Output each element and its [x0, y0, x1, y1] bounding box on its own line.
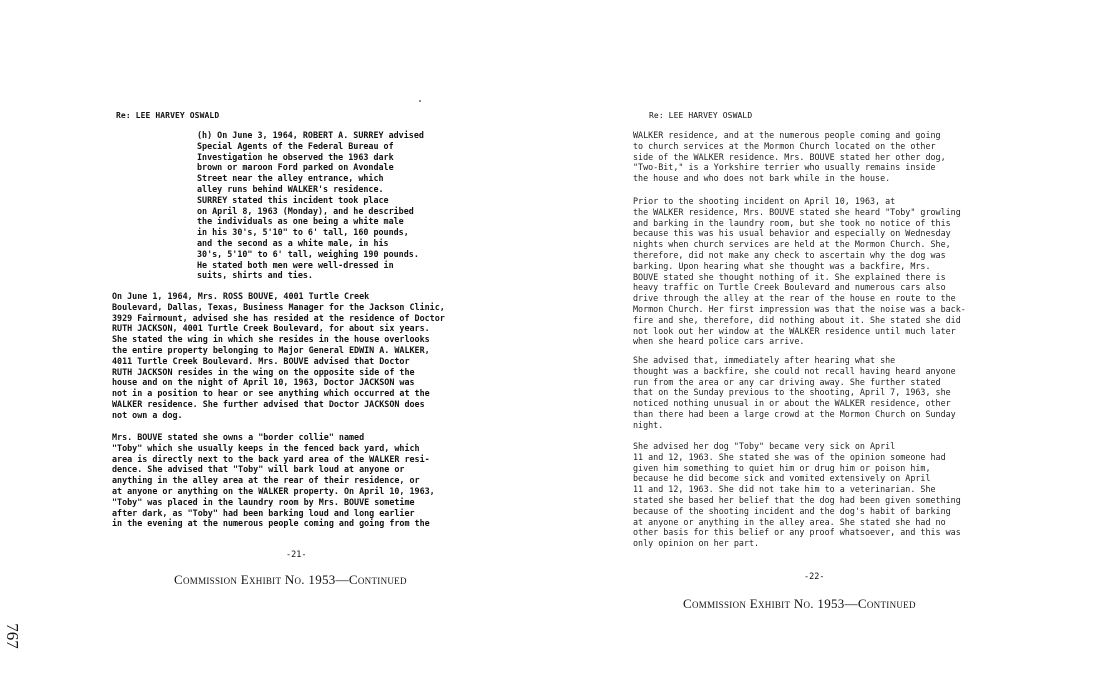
text-line: She advised that, immediately after hearing what she	[633, 355, 896, 365]
text-line: 4011 Turtle Creek Boulevard. Mrs. BOUVE advised that Doctor	[112, 355, 410, 366]
text-line: RUTH JACKSON resides in the wing on the opposite side of the	[112, 366, 415, 377]
text-line: WALKER residence. She further advised that Doctor JACKSON does	[112, 398, 425, 409]
text-line: fire and she, therefore, did nothing about it. She stated she did	[633, 314, 961, 325]
text-line: "Two-Bit," is a Yorkshire terrier who usually remains inside	[633, 162, 936, 173]
text-line: Mrs. BOUVE stated she owns a "border collie" named	[112, 432, 365, 442]
text-line: the WALKER residence, Mrs. BOUVE stated she heard "Toby" growling	[633, 206, 961, 217]
right-page	[547, 0, 1094, 691]
text-line: not in a position to hear or see anything which occurred at the	[112, 388, 430, 399]
text-line: therefore, did not make any check to ascertain why the dog was	[633, 249, 946, 260]
text-line: barking. Upon hearing what she thought was a backfire, Mrs.	[633, 260, 931, 271]
text-line: the entire property belonging to Major General EDWIN A. WALKER,	[112, 344, 430, 355]
re-line: Re: LEE HARVEY OSWALD	[649, 111, 753, 120]
text-line: Special Agents of the Federal Bureau of	[197, 140, 394, 151]
text-line: heavy traffic on Turtle Creek Boulevard and numerous cars also	[633, 282, 946, 293]
text-line: 30's, 5'10" to 6' tall, weighing 190 pounds.	[197, 248, 419, 259]
text-line: thought was a backfire, she could not recall having heard anyone	[633, 365, 956, 376]
text-line: run from the area or any car driving away. She further stated	[633, 376, 941, 387]
item-h-paragraph	[197, 130, 424, 281]
text-line: night.	[633, 419, 664, 430]
text-line: at anyone or anything on the WALKER property. On April 10, 1963,	[112, 485, 435, 496]
text-line: that on the Sunday previous to the shooting, April 7, 1963, she	[633, 387, 951, 398]
paragraph-toby-dog	[112, 432, 435, 529]
text-line: She advised her dog "Toby" became very sick on April	[633, 441, 896, 451]
text-line: "Toby" was placed in the laundry room by Mrs. BOUVE sometime	[112, 496, 415, 507]
text-line: WALKER residence, and at the numerous people coming and going	[633, 130, 941, 140]
text-line: noticed nothing unusual in or about the WALKER residence, other	[633, 398, 951, 409]
text-line: at anyone or anything in the alley area. She stated she had no	[633, 516, 946, 527]
text-line: He stated both men were well-dressed in	[197, 259, 394, 270]
text-line: She stated the wing in which she resides in the house overlooks	[112, 334, 430, 345]
text-line: side of the WALKER residence. Mrs. BOUVE stated her other dog,	[633, 151, 946, 162]
exhibit-caption: Commission Exhibit No. 1953—Continued	[683, 596, 916, 611]
paragraph-walker-residence	[633, 130, 946, 184]
margin-page-number: 767	[2, 623, 22, 649]
text-line: 3929 Fairmount, advised she has resided at the residence of Doctor	[112, 312, 445, 323]
text-line: Investigation he observed the 1963 dark	[197, 151, 394, 162]
text-line: not look out her window at the WALKER residence until much later	[633, 325, 956, 336]
text-line: alley runs behind WALKER's residence.	[197, 183, 384, 194]
text-line: On June 1, 1964, Mrs. ROSS BOUVE, 4001 Turtle Creek	[112, 291, 370, 301]
text-line: in his 30's, 5'10" to 6' tall, 160 pounds,	[197, 227, 409, 238]
text-line: the house and who does not bark while in the house.	[633, 173, 891, 184]
text-line: "Toby" which she usually keeps in the fenced back yard, which	[112, 442, 420, 453]
text-line: when she heard police cars arrive.	[633, 336, 805, 347]
text-line: house and on the night of April 10, 1963, Doctor JACKSON was	[112, 377, 415, 388]
text-line: after dark, as "Toby" had been barking loud and long earlier	[112, 507, 415, 518]
text-line: BOUVE stated she thought nothing of it. She explained there is	[633, 271, 946, 282]
text-line: brown or maroon Ford parked on Avondale	[197, 162, 394, 173]
text-line: SURREY stated this incident took place	[197, 194, 389, 205]
text-line: than there had been a large crowd at the Mormon Church on Sunday	[633, 408, 956, 419]
text-line: and barking in the laundry room, but she took no notice of this	[633, 217, 951, 228]
text-line: to church services at the Mormon Church located on the other	[633, 140, 936, 151]
text-line: because of the shooting incident and the dog's habit of barking	[633, 505, 951, 516]
text-line: anything in the alley area at the rear of their residence, or	[112, 475, 420, 486]
text-line: not own a dog.	[112, 409, 183, 420]
exhibit-caption: Commission Exhibit No. 1953—Continued	[174, 572, 407, 587]
text-line: Street near the alley entrance, which	[197, 173, 384, 184]
text-line: because this was his usual behavior and especially on Wednesday	[633, 228, 951, 239]
scan-speck	[419, 100, 421, 102]
text-line: and the second as a white male, in his	[197, 237, 389, 248]
text-line: given him something to quiet him or drug him or poison him,	[633, 462, 931, 473]
text-line: nights when church services are held at the Mormon Church. She,	[633, 239, 951, 250]
text-line: in the evening at the numerous people coming and going from the	[112, 518, 430, 529]
text-line: other basis for this belief or any proof whatsoever, and this was	[633, 527, 961, 538]
text-line: stated she based her belief that the dog had been given something	[633, 494, 961, 505]
text-line: area is directly next to the back yard area of the WALKER resi-	[112, 453, 430, 464]
text-line: drive through the alley at the rear of the house en route to the	[633, 293, 956, 304]
page-number: -21-	[286, 550, 307, 560]
text-line: Prior to the shooting incident on April 10, 1963, at	[633, 196, 896, 206]
text-line: the individuals as one being a white male	[197, 216, 404, 227]
page-number: -22-	[804, 572, 825, 582]
paragraph-after-backfire	[633, 355, 956, 431]
paragraph-toby-sick	[633, 441, 961, 549]
text-line: on April 8, 1963 (Monday), and he described	[197, 205, 414, 216]
paragraph-bouve-residence	[112, 291, 445, 421]
paragraph-prior-to-shooting	[633, 196, 966, 347]
text-line: (h) On June 3, 1964, ROBERT A. SURREY advised	[197, 130, 424, 140]
text-line: suits, shirts and ties.	[197, 270, 313, 281]
text-line: 11 and 12, 1963. She stated she was of the opinion someone had	[633, 451, 946, 462]
text-line: Boulevard, Dallas, Texas, Business Manager for the Jackson Clinic,	[112, 301, 445, 312]
text-line: RUTH JACKSON, 4001 Turtle Creek Boulevard, for about six years.	[112, 323, 430, 334]
text-line: only opinion on her part.	[633, 538, 760, 549]
re-line: Re: LEE HARVEY OSWALD	[116, 111, 220, 120]
text-line: because he did become sick and vomited extensively on April	[633, 473, 931, 484]
text-line: Mormon Church. Her first impression was that the noise was a back-	[633, 303, 966, 314]
text-line: 11 and 12, 1963. She did not take him to a veterinarian. She	[633, 484, 936, 495]
text-line: dence. She advised that "Toby" will bark loud at anyone or	[112, 464, 405, 475]
